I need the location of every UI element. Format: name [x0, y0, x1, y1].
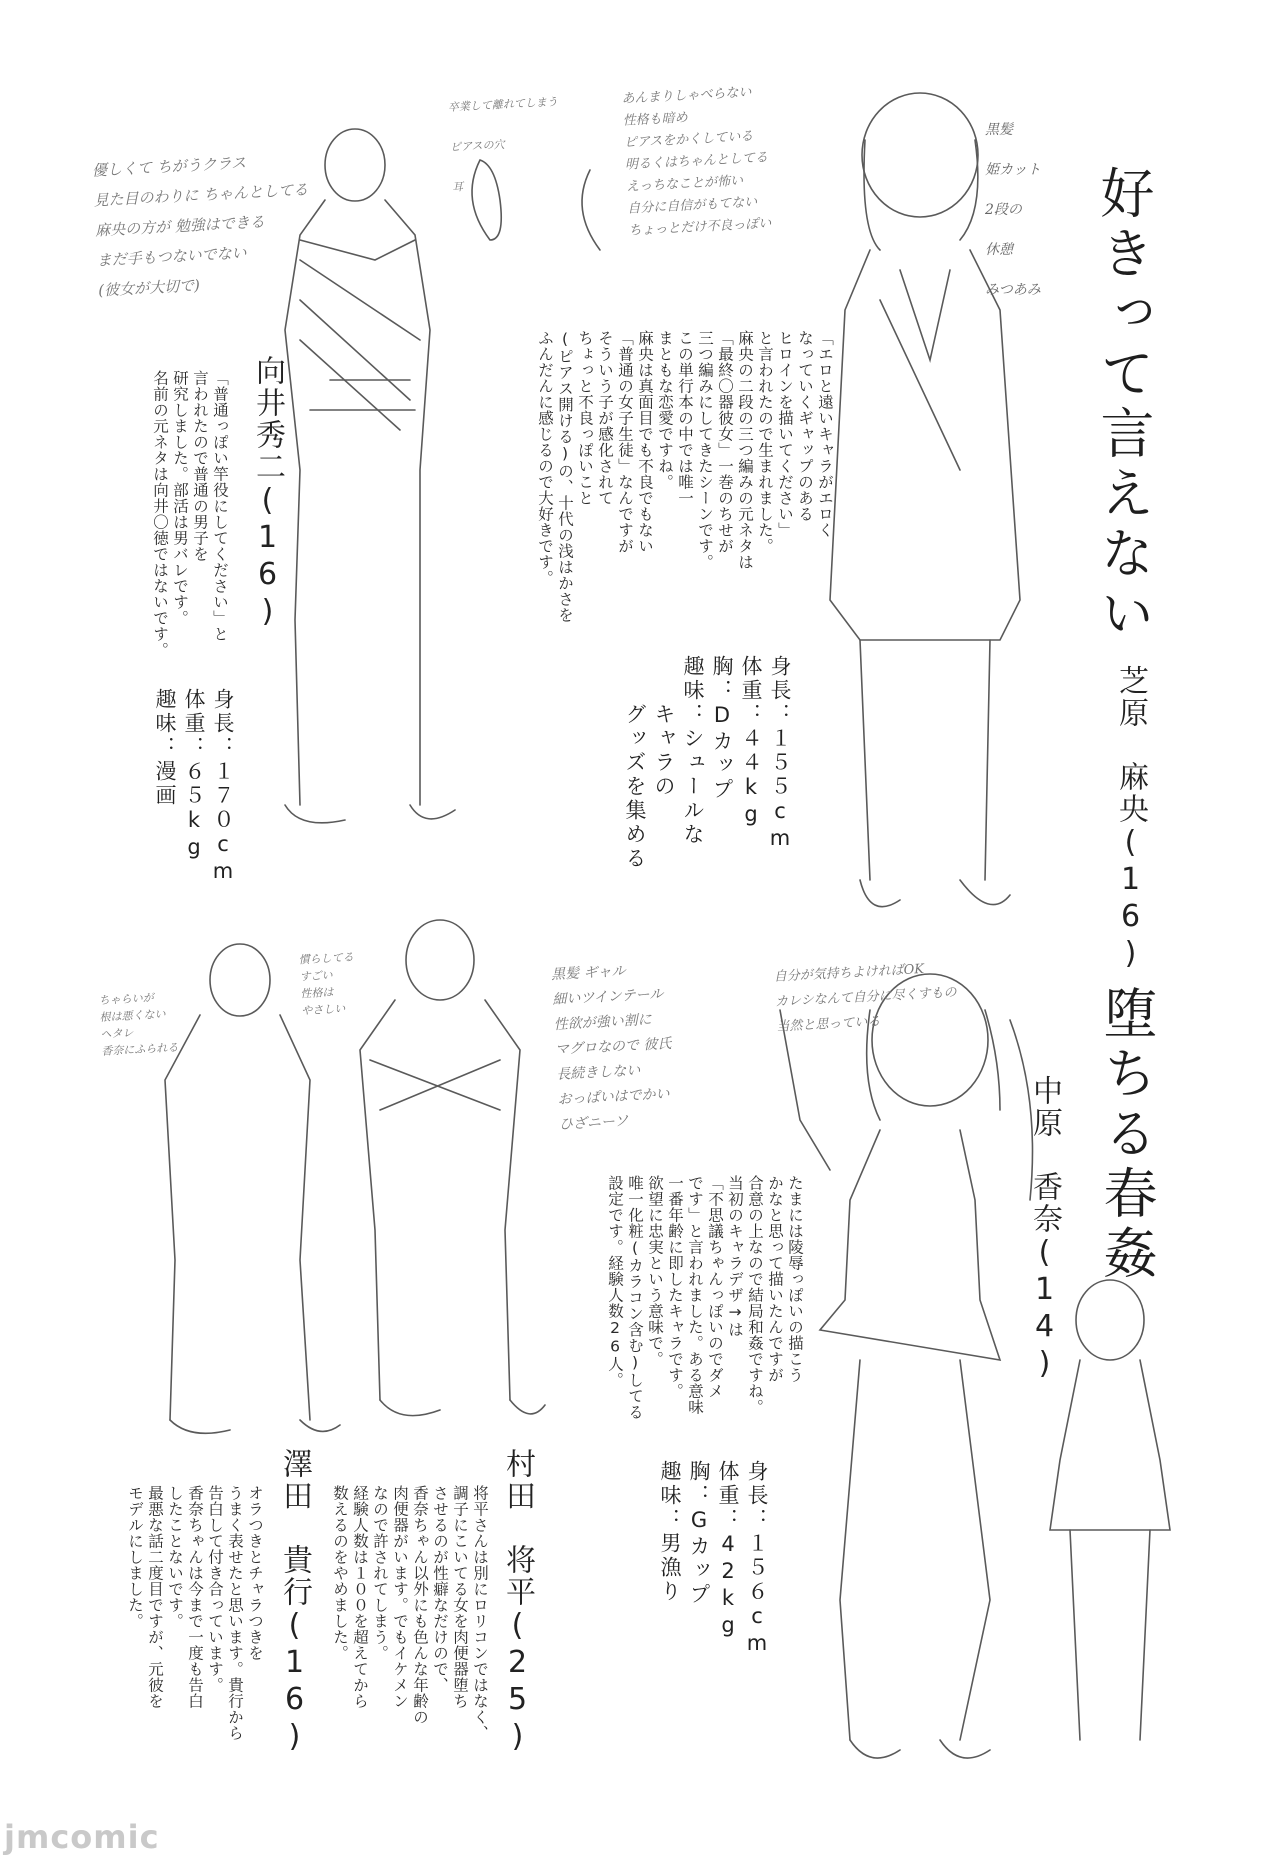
asao-stats: 身長：１５５cm 体重：４４kg 胸：Dカップ 趣味：シュールな キャラの グッズを集める [623, 655, 792, 871]
mukai-stats: 身長：１７０cm 体重：６５kg 趣味：漫画 [153, 688, 235, 886]
mukai-notes: 優しくて ちがうクラス 見た目のわりに ちゃんとしてる 麻央の方が 勉強はできる まだ手もつないでない (彼女が大切で) [91, 153, 309, 300]
kana-description: たまには陵辱っぽいの描こう かなと思って描いたんですが 合意の上なので結局和姦ですね。 当初のキャラデザ→は 「不思議ちゃんっぽいのでダメ です」と言われました。ある意味 一番年齢に即したキャラです。 欲望に忠実という意味で。 唯一化粧(カラコン含む)してる 設定です。経験人数26人。 [606, 1175, 804, 1420]
sawada-notes: ちゃらいが 根は悪くない ヘタレ 香奈にふられる [98, 991, 179, 1058]
asao-design-notes: 黒髪 姫カット 2段の 休憩 みつあみ [985, 122, 1041, 298]
watermark-logo: jmcomic [4, 1818, 160, 1856]
asao-name: 芝原 麻央(1⁠6) [1113, 665, 1148, 973]
asao-description: 「エロと遠いキャラがエロく なっていくギャップのある ヒロインを描いてください」 と言われたので生まれました。 麻央の二段の三つ編みの元ネタは 「最終〇器彼女」一巻のちせが 三つ編みにしてきたシーンです。 この単行本の中では唯一 まともな恋愛ですね。 麻央は真面目でも不良でもない 「普通の女子生徒」なんですが そういう子が感化されて ちょっと不良っぽいこと (ピアス開ける)の、十代の浅はかさを ふんだんに感じるので大好きです。 [536, 330, 834, 623]
sawada-name: 澤田 貴行(16) [277, 1448, 312, 1756]
mukai-name: 向井秀二(1⁠6) [250, 355, 285, 631]
murata-notes: 慣らしてる すごい 性格は やさしい [298, 950, 354, 1018]
murata-description: 将平さんは別にロリコンではなく、 調子にこいてる女を肉便器堕ち させるのが性癖なだけので、 香奈ちゃん以外にも色んな年齢の 肉便器がいます。でもイケメン なので許されてしまう。 経験人数は１００を超えてから 数えるのをやめました。 [331, 1485, 489, 1741]
story1-title: 好きって言えない [1092, 165, 1155, 645]
story2-title: 堕ちる春姦 [1095, 985, 1158, 1285]
kana-notes: 黒髪 ギャル 細いツインテール 性欲が強い割に マグロなので 彼氏 長続きしない おっぱいはでかい ひざニーソ [550, 963, 672, 1133]
mukai-description: 「普通っぽい竿役にしてください」と 言われたので普通の男子を 研究しました。部活は男バレです。 名前の元ネタは向井〇徳ではないです。 [151, 370, 229, 658]
kana-stats: 身長：１５６cm 体重：42kg 胸：Gカップ 趣味：男漁り [658, 1460, 769, 1658]
sawada-description: オラつきとチャラつきを うまく表せたと思います。貴行から 告白して付き合っています。 香奈ちゃんは今まで一度も告白 したことないです。 最悪な話二度目ですが、元彼を モデルにしました。 [126, 1485, 264, 1741]
kana-personality-notes: 自分が気持ちよければOK カレシなんて自分に尽くすもの 当然と思っている [773, 961, 957, 1035]
murata-sketch [360, 920, 545, 1416]
piercing-notes: 卒業して離れてしまう ピアスの穴 耳 [447, 95, 559, 194]
murata-name: 村田 将平(25) [500, 1448, 535, 1756]
kana-original-design-sketch [1050, 1280, 1170, 1740]
asao-personality-notes: あんまりしゃべらない 性格も暗め ピアスをかくしている 明るくはちゃんとしてる えっちなことが怖い 自分に自信がもてない ちょっとだけ不良っぽい [621, 85, 772, 239]
kana-name: 中原 香奈(1⁠4) [1027, 1075, 1062, 1383]
kana-sketch [780, 974, 1033, 1758]
mukai-sketch [285, 129, 455, 823]
